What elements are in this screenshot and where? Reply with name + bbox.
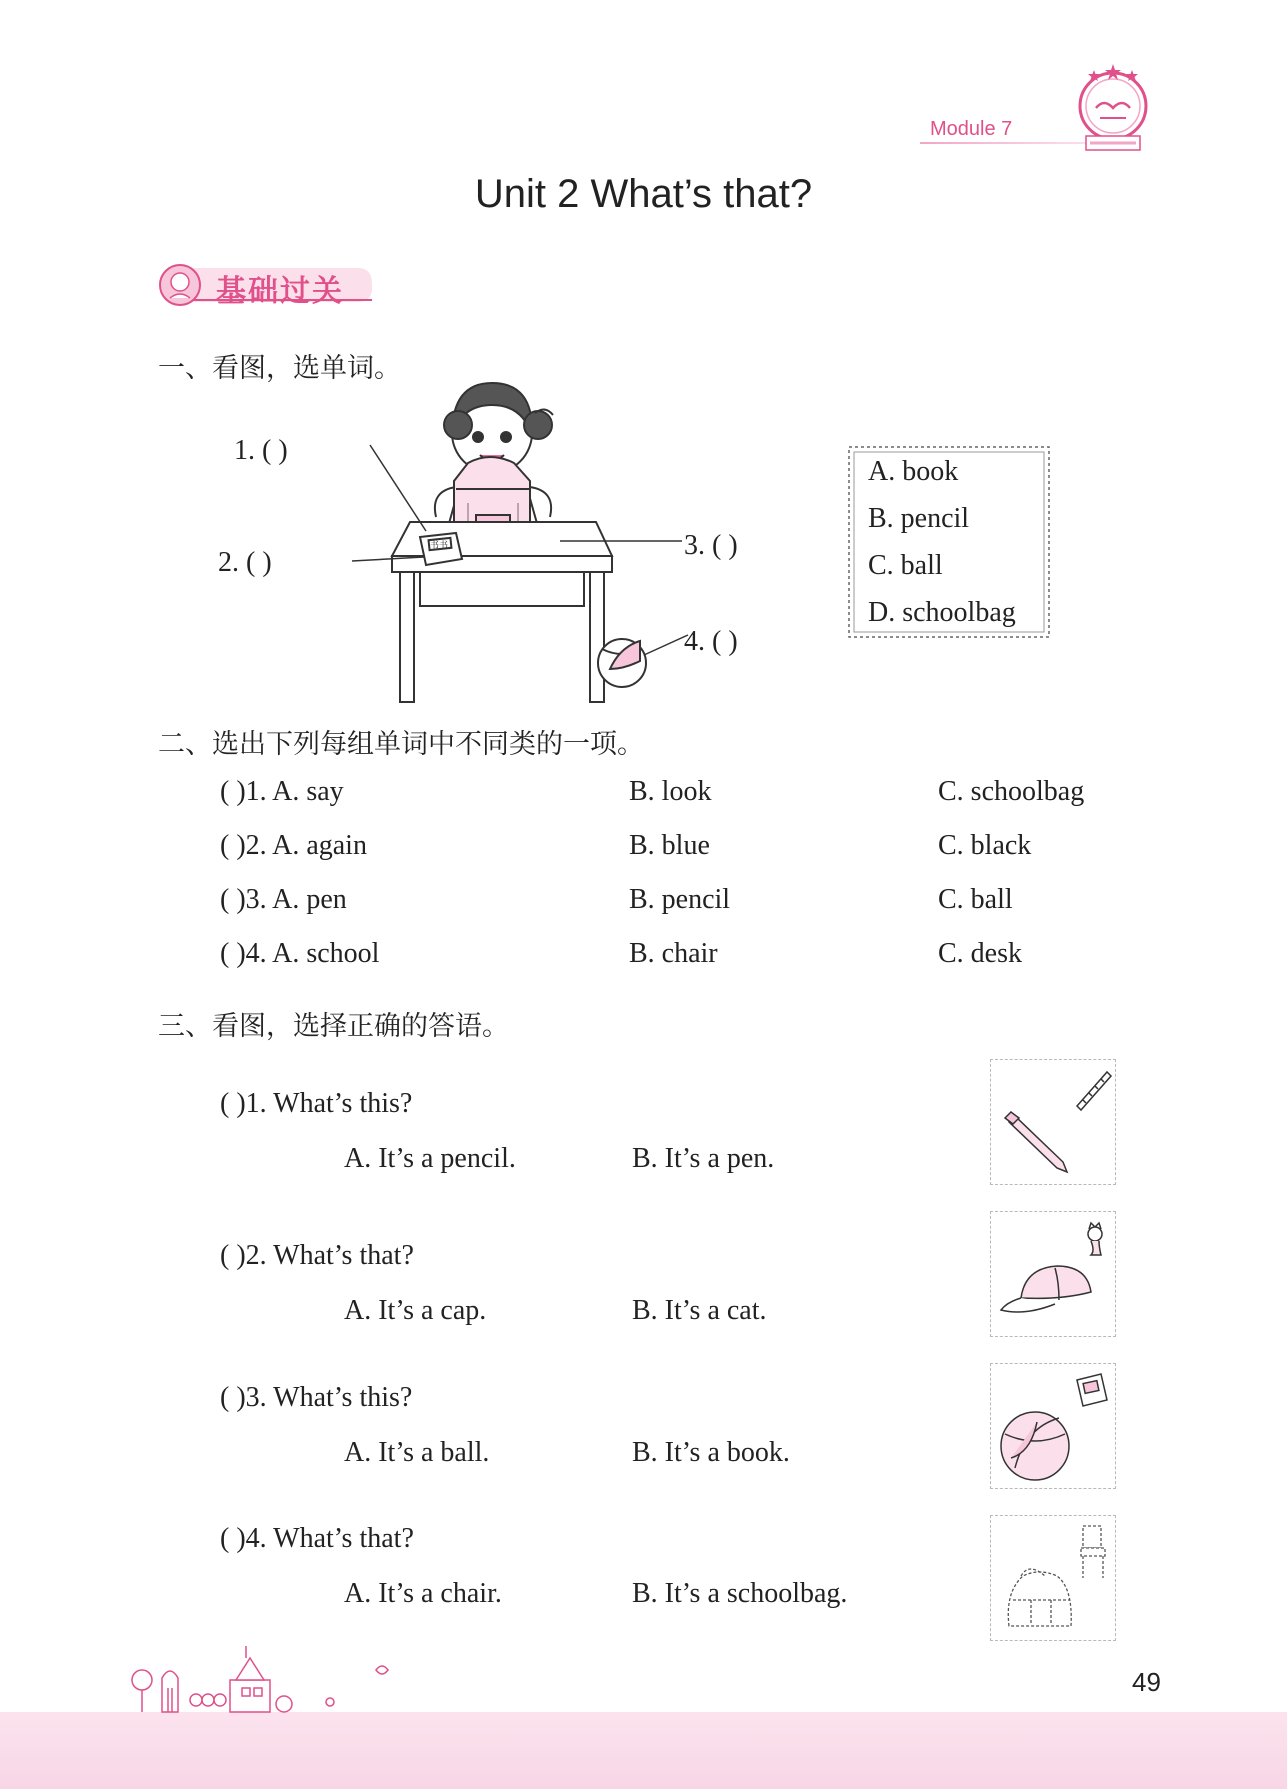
- part3-item-2-option-b: B. It’s a cat.: [632, 1295, 767, 1326]
- part2-row-4-option-c: C. desk: [938, 938, 1022, 969]
- part3-item-2-option-a: A. It’s a cap.: [344, 1295, 487, 1326]
- part1-blank-2[interactable]: 2. ( ): [218, 547, 272, 578]
- part2-row-3-option-b: B. pencil: [629, 884, 731, 915]
- part2-row-4-option-b: B. chair: [629, 938, 718, 969]
- part3-title: 三、看图，选择正确的答语。: [158, 1011, 509, 1041]
- part3-item-1-option-b: B. It’s a pen.: [632, 1143, 775, 1174]
- schoolbag-and-chair-icon: [991, 1516, 1115, 1640]
- part3-item-3-option-b: B. It’s a book.: [632, 1437, 790, 1468]
- part3-item-4-option-b: B. It’s a schoolbag.: [632, 1578, 848, 1609]
- part2-row-2-option-c: C. black: [938, 830, 1032, 861]
- part3-item-3-question[interactable]: ( )3. What’s this?: [220, 1382, 413, 1413]
- part1-title: 一、看图，选单词。: [158, 353, 401, 383]
- part2-row-3-option-c: C. ball: [938, 884, 1013, 915]
- page-number: 49: [1132, 1667, 1161, 1697]
- option-a: A. book: [868, 456, 959, 487]
- svg-text:书书: 书书: [430, 540, 449, 550]
- section-banner-label: 基础过关: [216, 275, 344, 308]
- part1-blank-3[interactable]: 3. ( ): [684, 530, 738, 561]
- ball-and-book-icon: [991, 1364, 1115, 1488]
- cap-and-cat-icon: [991, 1212, 1115, 1336]
- part3-item-4-option-a: A. It’s a chair.: [344, 1578, 502, 1609]
- ball-illustration: [598, 639, 646, 687]
- option-c: C. ball: [868, 550, 943, 581]
- footer-decoration-icon: [118, 1640, 418, 1720]
- pencil-and-ruler-icon: [991, 1060, 1115, 1184]
- part2-row-1-question[interactable]: ( )1. A. say: [220, 776, 344, 807]
- header-divider: [920, 142, 1090, 144]
- part2-row-3-question[interactable]: ( )3. A. pen: [220, 884, 347, 915]
- part2-row-2-question[interactable]: ( )2. A. again: [220, 830, 367, 861]
- option-d: D. schoolbag: [868, 597, 1016, 628]
- part2-title: 二、选出下列每组单词中不同类的一项。: [158, 729, 644, 759]
- part3-item-1-question[interactable]: ( )1. What’s this?: [220, 1088, 413, 1119]
- part1-blank-1[interactable]: 1. ( ): [234, 435, 288, 466]
- part3-item-1-option-a: A. It’s a pencil.: [344, 1143, 516, 1174]
- part3-item-3-image-frame: [990, 1363, 1116, 1489]
- part3-item-1-image-frame: [990, 1059, 1116, 1185]
- option-b: B. pencil: [868, 503, 970, 534]
- part3-item-2-image-frame: [990, 1211, 1116, 1337]
- part2-row-1-option-b: B. look: [629, 776, 712, 807]
- part3-item-2-question[interactable]: ( )2. What’s that?: [220, 1240, 414, 1271]
- brand-logo-icon: [1072, 62, 1154, 154]
- part2-row-2-option-b: B. blue: [629, 830, 710, 861]
- footer-band: [0, 1712, 1287, 1789]
- unit-title: Unit 2 What’s that?: [474, 172, 813, 216]
- part3-item-3-option-a: A. It’s a ball.: [344, 1437, 490, 1468]
- book-illustration: [420, 533, 462, 565]
- part2-row-1-option-c: C. schoolbag: [938, 776, 1085, 807]
- part2-row-4-question[interactable]: ( )4. A. school: [220, 938, 380, 969]
- part3-item-4-image-frame: [990, 1515, 1116, 1641]
- part1-illustration: [200, 385, 840, 705]
- module-label: Module 7: [930, 118, 1013, 140]
- part1-blank-4[interactable]: 4. ( ): [684, 626, 738, 657]
- part3-item-4-question[interactable]: ( )4. What’s that?: [220, 1523, 414, 1554]
